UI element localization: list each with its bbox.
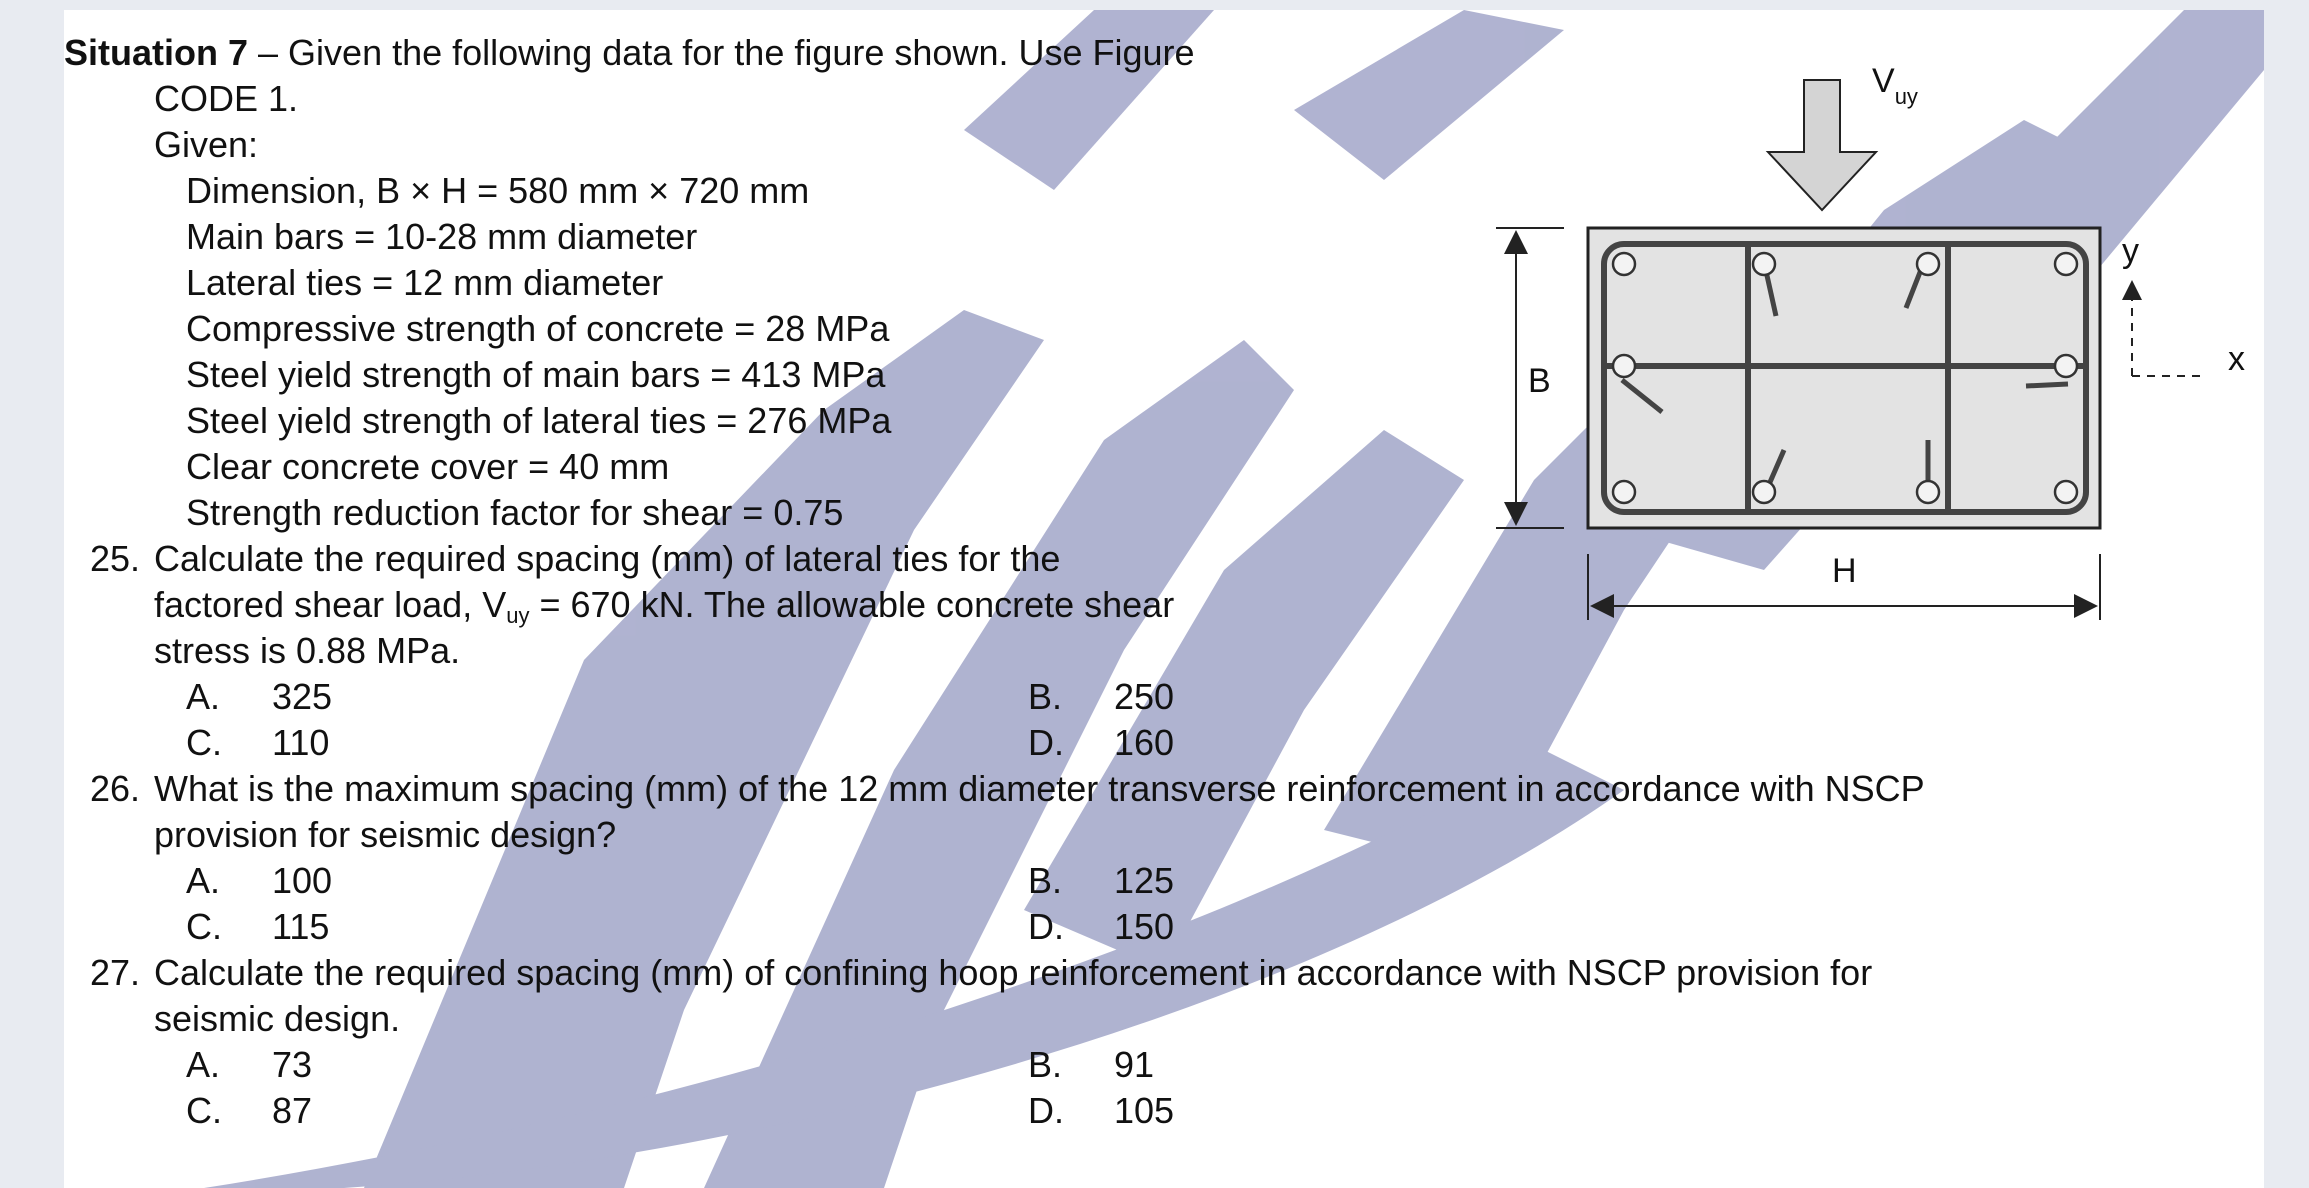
rebar bbox=[1613, 253, 1635, 275]
question-text: stress is 0.88 MPa. bbox=[154, 630, 461, 671]
question-number: 26. bbox=[90, 768, 141, 809]
question-text: seismic design. bbox=[154, 998, 401, 1039]
question-text: Calculate the required spacing (mm) of lateral ties for the bbox=[154, 538, 1061, 579]
question-number: 25. bbox=[90, 538, 141, 579]
choice-value: 100 bbox=[272, 860, 333, 901]
choice-letter: C. bbox=[186, 722, 222, 763]
given-item: Compressive strength of concrete = 28 MPa bbox=[186, 308, 890, 349]
column-section bbox=[1588, 228, 2100, 528]
rebar bbox=[1613, 481, 1635, 503]
choice-value: 250 bbox=[1114, 676, 1175, 717]
choice-value: 110 bbox=[272, 722, 330, 763]
choice-letter: B. bbox=[1028, 860, 1063, 901]
choice-letter: C. bbox=[186, 1090, 222, 1131]
question-number: 27. bbox=[90, 952, 141, 993]
given-item: Clear concrete cover = 40 mm bbox=[186, 446, 670, 487]
choice-letter: D. bbox=[1028, 1090, 1064, 1131]
choice-letter: B. bbox=[1028, 676, 1063, 717]
situation-heading bbox=[64, 30, 1195, 76]
rebar bbox=[2055, 355, 2077, 377]
rebar bbox=[1613, 355, 1635, 377]
rebar bbox=[2055, 253, 2077, 275]
load-arrow bbox=[1768, 80, 1876, 210]
y-axis-label: y bbox=[2122, 232, 2139, 270]
situation-intro-line2: CODE 1. bbox=[154, 78, 299, 119]
given-item: Steel yield strength of main bars = 413 MPa bbox=[186, 354, 886, 395]
given-item: Dimension, B × H = 580 mm × 720 mm bbox=[186, 170, 810, 211]
choice-letter: D. bbox=[1028, 906, 1064, 947]
question-text: factored shear load, $V_{uy} = 670$ kN. The allowable concrete shear bbox=[154, 584, 1175, 628]
load-label: $V_{uy}$ bbox=[1872, 62, 1918, 109]
given-label: Given: bbox=[154, 124, 259, 165]
rebar bbox=[2055, 481, 2077, 503]
choice-value: 125 bbox=[1114, 860, 1175, 901]
choice-value: 73 bbox=[272, 1044, 313, 1085]
choice-value: 91 bbox=[1114, 1044, 1155, 1085]
choice-letter: A. bbox=[186, 1044, 221, 1085]
dimension-h-label: H bbox=[1832, 552, 1857, 590]
question-text: What is the maximum spacing (mm) of the 12 mm diameter transverse reinforcement in accordance with NSCP bbox=[154, 768, 1925, 809]
choice-letter: D. bbox=[1028, 722, 1064, 763]
x-axis-label: x bbox=[2228, 340, 2245, 378]
rebar bbox=[1917, 481, 1939, 503]
choice-value: 87 bbox=[272, 1090, 313, 1131]
given-item: Strength reduction factor for shear = 0.75 bbox=[186, 492, 844, 533]
question-text: provision for seismic design? bbox=[154, 814, 617, 855]
column-section-figure bbox=[1424, 40, 2204, 640]
given-item: Steel yield strength of lateral ties = 276 MPa bbox=[186, 400, 892, 441]
document-page bbox=[64, 10, 2264, 1188]
choice-value: 160 bbox=[1114, 722, 1175, 763]
choice-letter: A. bbox=[186, 860, 221, 901]
choice-letter: C. bbox=[186, 906, 222, 947]
rebar bbox=[1917, 253, 1939, 275]
choice-value: 325 bbox=[272, 676, 333, 717]
dimension-b-label: B bbox=[1528, 362, 1551, 400]
choice-value: 105 bbox=[1114, 1090, 1175, 1131]
rebar bbox=[1753, 253, 1775, 275]
situation-intro: – Given the following data for the figure shown. Use Figure bbox=[248, 32, 1195, 73]
question-text: Calculate the required spacing (mm) of confining hoop reinforcement in accordance with NSCP provision for bbox=[154, 952, 1873, 993]
given-item: Lateral ties = 12 mm diameter bbox=[186, 262, 664, 303]
choice-letter: B. bbox=[1028, 1044, 1063, 1085]
situation-label: Situation 7 bbox=[64, 32, 249, 73]
choice-value: 150 bbox=[1114, 906, 1175, 947]
given-item: Main bars = 10-28 mm diameter bbox=[186, 216, 698, 257]
rebar bbox=[1753, 481, 1775, 503]
choice-value: 115 bbox=[272, 906, 330, 947]
choice-letter: A. bbox=[186, 676, 221, 717]
